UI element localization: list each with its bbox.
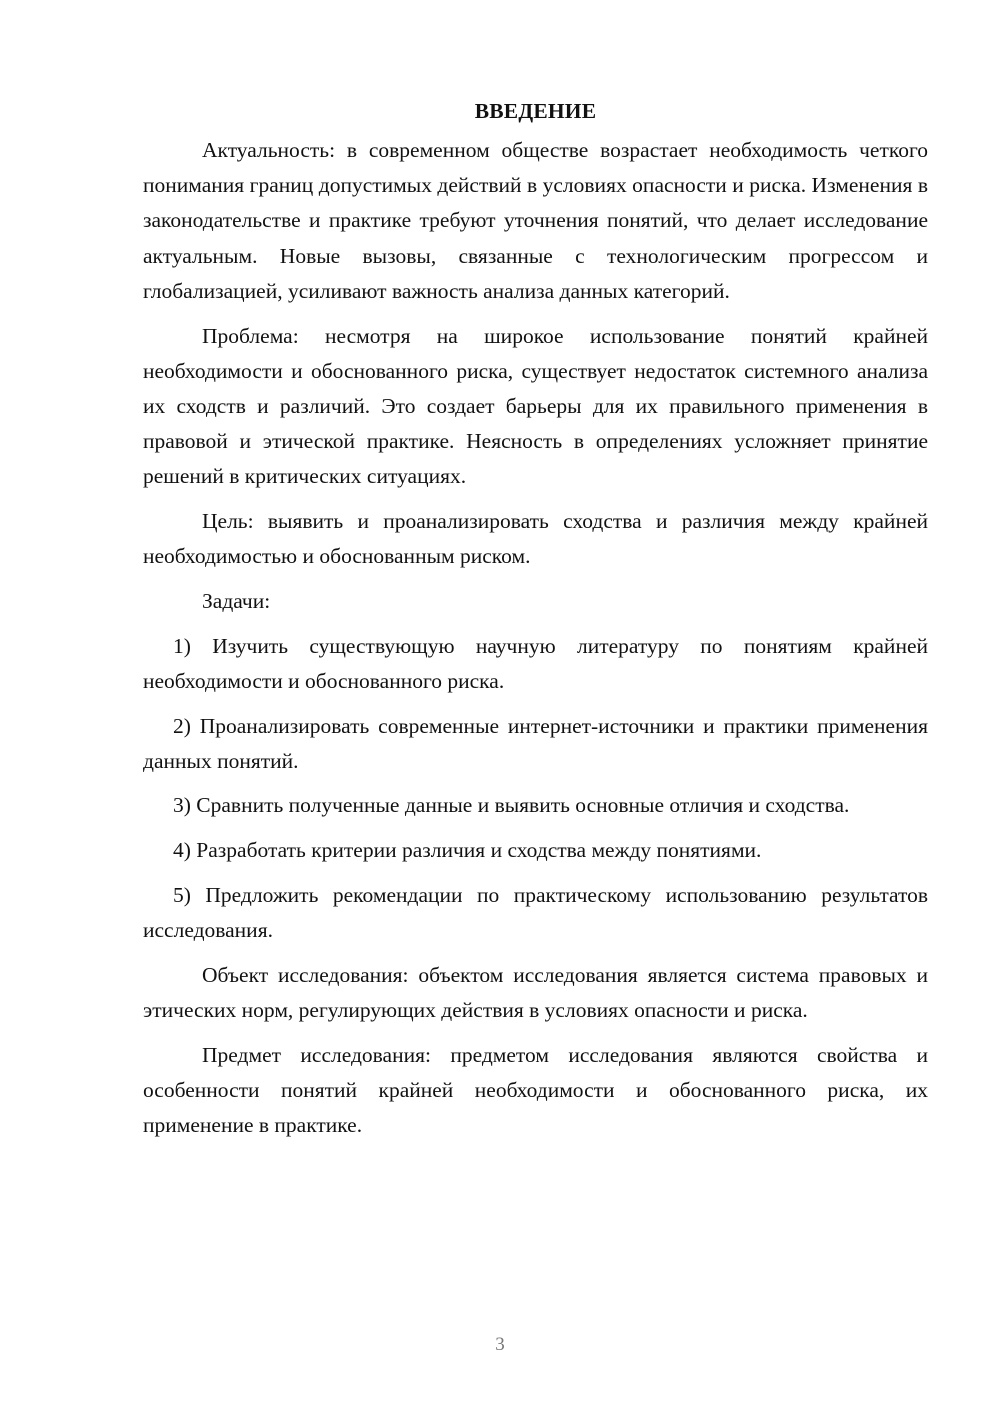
- document-body: [143, 93, 928, 1143]
- task-item-1: 1) Изучить существующую научную литературу по понятиям крайней необходимости и обоснованного риска.: [143, 633, 928, 693]
- page-number: 3: [495, 1334, 505, 1355]
- task-item-4: 4) Разработать критерии различия и сходства между понятиями.: [173, 838, 762, 863]
- paragraph-subject: Предмет исследования: предметом исследования являются свойства и особенности понятий крайней необходимости и обоснованного риска, их применение в практике.: [143, 1042, 928, 1138]
- task-item-5: 5) Предложить рекомендации по практическому использованию результатов исследования.: [143, 882, 928, 943]
- paragraph-problem: Проблема: несмотря на широкое использование понятий крайней необходимости и обоснованного риска, существует недостаток системного анализа их сходств и различий. Это создает барьеры для их правильного применения в правовой и этической практике. Неясность в определениях усложняет принятие решений в критических ситуациях.: [143, 323, 928, 489]
- task-item-3: 3) Сравнить полученные данные и выявить основные отличия и сходства.: [173, 793, 850, 818]
- paragraph-goal: Цель: выявить и проанализировать сходства и различия между крайней необходимостью и обоснованным риском.: [143, 509, 928, 569]
- tasks-heading: Задачи:: [202, 588, 271, 613]
- task-item-2: 2) Проанализировать современные интернет-источники и практики применения данных понятий.: [143, 713, 928, 773]
- paragraph-object: Объект исследования: объектом исследования является система правовых и этических норм, регулирующих действия в условиях опасности и риска.: [143, 962, 928, 1022]
- section-title: ВВЕДЕНИЕ: [474, 99, 597, 123]
- paragraph-relevance: Актуальность: в современном обществе возрастает необходимость четкого понимания границ допустимых действий в условиях опасности и риска. Изменения в законодательстве и практике требуют уточнения понятий, что делает исследование актуальным. Новые вызовы, связанные с технологическим прогрессом и глобализацией, усиливают важность анализа данных категорий.: [143, 138, 928, 303]
